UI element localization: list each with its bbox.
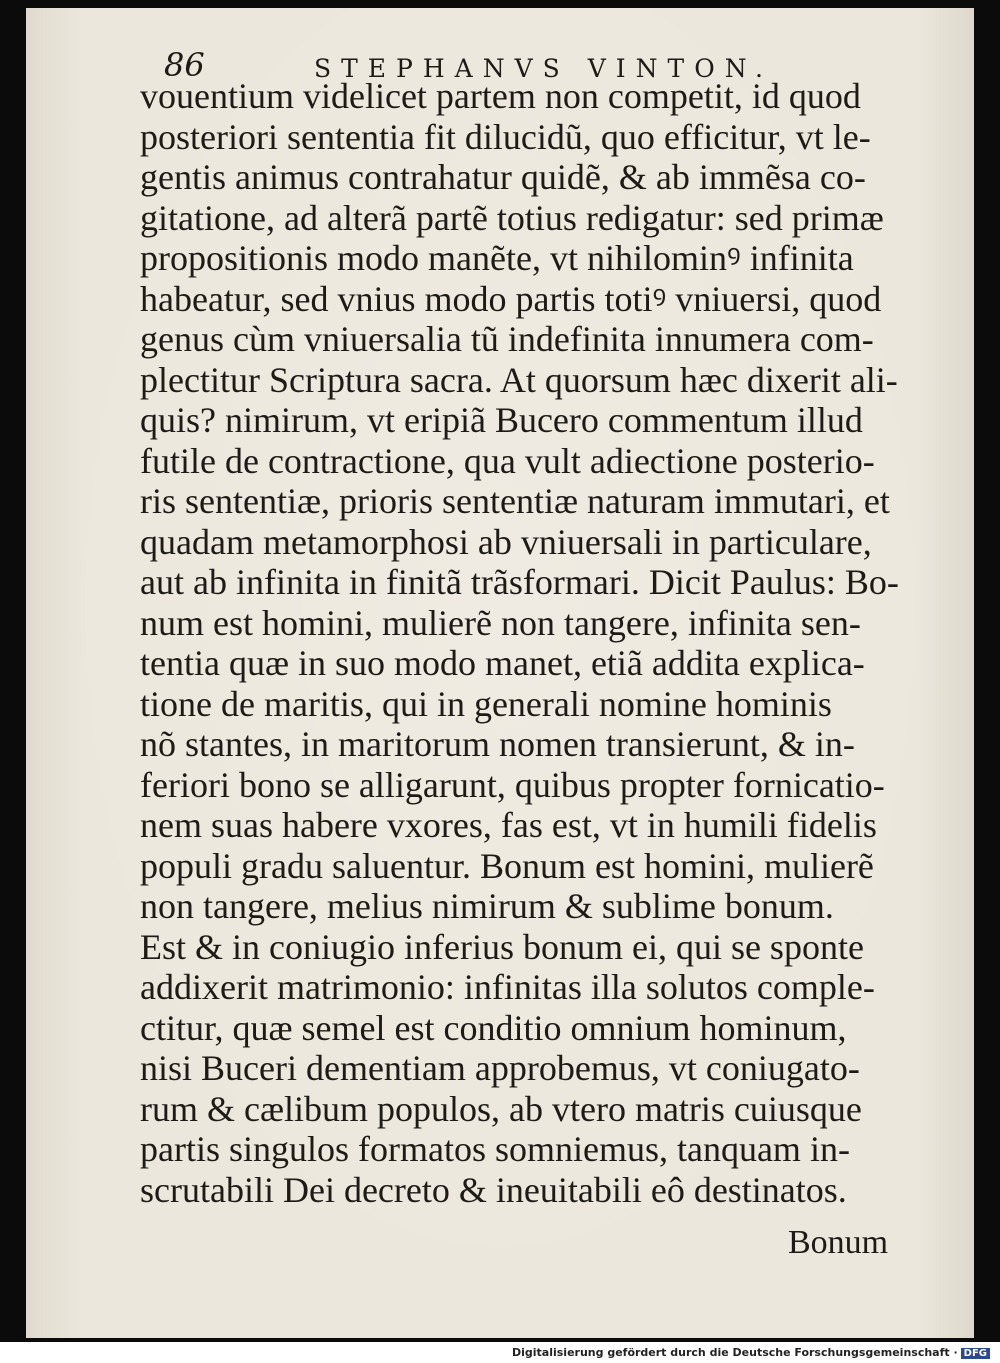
- text-line: posteriori sententia fit dilucidũ, quo efficitur, vt le-: [140, 116, 871, 157]
- text-line: rum & cælibum populos, ab vtero matris cuiusque: [140, 1088, 862, 1129]
- text-line: quis? nimirum, vt eripiã Bucero commentum illud: [140, 400, 863, 440]
- text-line: genus cùm vniuersalia tũ indefinita innumera com-: [140, 319, 874, 359]
- text-line: nisi Buceri dementiam approbemus, vt coniugato-: [140, 1048, 860, 1088]
- text-line: quadam metamorphosi ab vniuersali in particulare,: [140, 521, 872, 562]
- text-line: propositionis modo manẽte, vt nihilominꝰ infinita: [140, 238, 854, 278]
- text-line: Est & in coniugio inferius bonum ei, qui se sponte: [140, 926, 864, 967]
- text-line: tione de maritis, qui in generali nomine hominis: [140, 683, 832, 724]
- text-line: ris sententiæ, prioris sententiæ naturam immutari, et: [140, 481, 890, 521]
- dfg-logo: DFG: [961, 1348, 990, 1359]
- text-line: nem suas habere vxores, fas est, vt in humili fidelis: [140, 805, 877, 845]
- credit-text: Digitalisierung gefördert durch die Deutsche Forschungsgemeinschaft ·: [511, 1346, 958, 1359]
- text-line: plectitur Scriptura sacra. At quorsum hæc dixerit ali-: [140, 359, 898, 400]
- text-line: nõ stantes, in maritorum nomen transierunt, & in-: [140, 724, 855, 764]
- text-line: num est homini, mulierẽ non tangere, infinita sen-: [140, 602, 861, 643]
- text-line: gitatione, ad alterã partẽ totius redigatur: sed primæ: [140, 197, 884, 238]
- page-number: 86: [164, 46, 205, 84]
- text-line: populi gradu saluentur. Bonum est homini, mulierẽ: [140, 845, 874, 886]
- text-line: scrutabili Dei decreto & ineuitabili eô destinatos.: [140, 1169, 847, 1210]
- running-head: STEPHANVS VINTON.: [314, 54, 773, 83]
- text-line: tentia quæ in suo modo manet, etiã addita explica-: [140, 643, 865, 683]
- text-line: ctitur, quæ semel est conditio omnium hominum,: [140, 1007, 847, 1048]
- body-text: [140, 76, 930, 1210]
- text-line: addixerit matrimonio: infinitas illa solutos comple-: [140, 967, 875, 1007]
- text-line: non tangere, melius nimirum & sublime bonum.: [140, 886, 834, 926]
- catchword: Bonum: [788, 1224, 889, 1261]
- text-line: aut ab infinita in finitã trãsformari. Dicit Paulus: Bo-: [140, 562, 899, 602]
- digitization-credit: [512, 1346, 990, 1359]
- text-line: gentis animus contrahatur quidẽ, & ab immẽsa co-: [140, 157, 866, 197]
- text-line: habeatur, sed vnius modo partis totiꝰ vniuersi, quod: [140, 278, 882, 319]
- text-line: futile de contractione, qua vult adiectione posterio-: [140, 440, 875, 481]
- text-line: vouentium videlicet partem non competit, id quod: [140, 76, 861, 116]
- text-line: partis singulos formatos somniemus, tanquam in-: [140, 1129, 850, 1169]
- text-line: feriori bono se alligarunt, quibus propter fornicatio-: [140, 764, 885, 805]
